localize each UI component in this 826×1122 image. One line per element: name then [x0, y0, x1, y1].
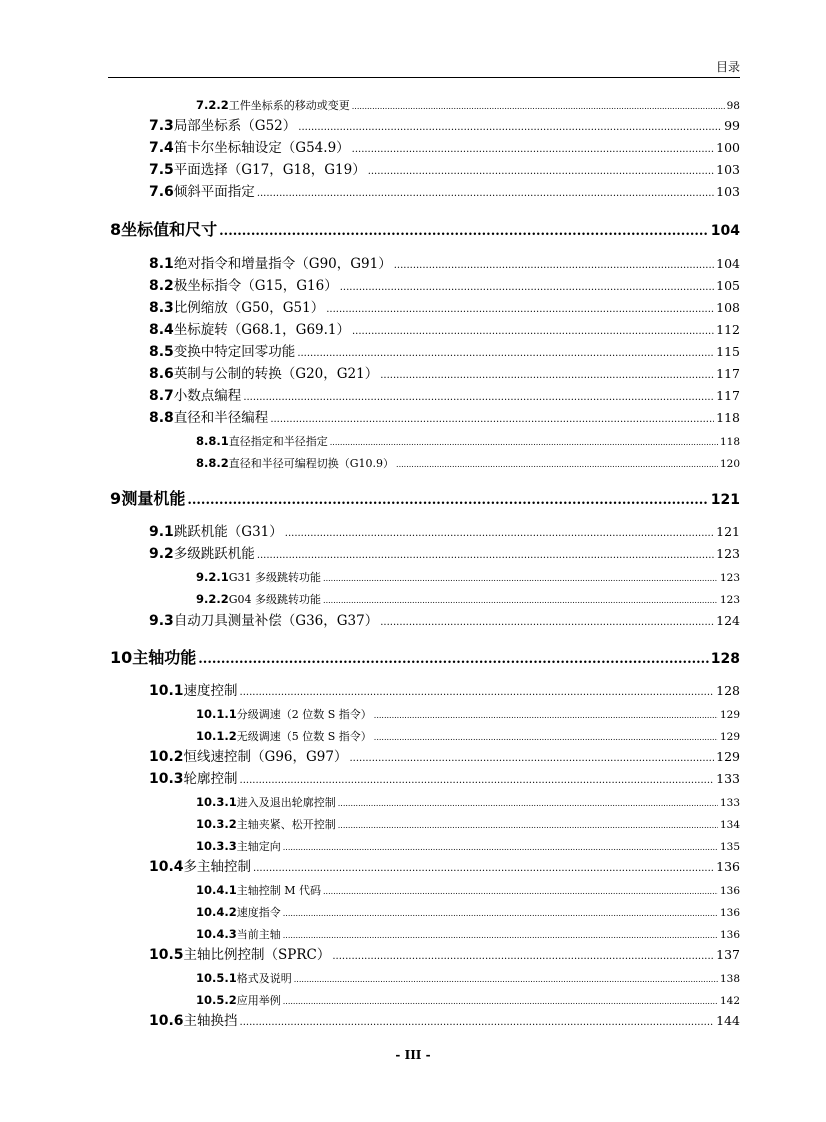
- toc-entry-number: 10.5.1: [196, 970, 237, 985]
- toc-entry-page: 104: [710, 223, 740, 239]
- toc-entry-page: 144: [716, 1012, 740, 1028]
- toc-entry[interactable]: [0, 434, 826, 450]
- toc-entry-page: 100: [716, 139, 740, 155]
- toc-leader-dots: [297, 345, 714, 363]
- toc-entry[interactable]: [0, 770, 826, 790]
- toc-entry-number: 9.2.1: [196, 569, 229, 584]
- toc-entry-number: 10.3.3: [196, 838, 237, 853]
- toc-entry-title: 小数点编程: [173, 387, 242, 404]
- toc-leader-dots: [332, 948, 714, 966]
- toc-entry-page: 136: [716, 858, 740, 874]
- toc-entry-page: 108: [716, 299, 740, 315]
- toc-entry-title: 倾斜平面指定: [173, 183, 255, 200]
- toc-entry-title: 主轴定向: [236, 839, 281, 853]
- toc-entry-number: 10.1: [149, 682, 184, 699]
- toc-entry-title: 变换中特定回零功能: [173, 343, 296, 360]
- toc-entry-page: 136: [719, 906, 740, 919]
- toc-leader-dots: [352, 141, 714, 159]
- toc-entry-page: 118: [719, 435, 740, 448]
- toc-entry-number: 10.4.3: [196, 926, 237, 941]
- toc-entry-page: 99: [724, 117, 740, 133]
- toc-leader-dots: [368, 163, 714, 181]
- toc-entry[interactable]: [0, 971, 826, 987]
- toc-entry[interactable]: [0, 795, 826, 811]
- toc-entry-page: 117: [716, 365, 740, 381]
- toc-entry[interactable]: [0, 545, 826, 565]
- toc-entry[interactable]: [0, 682, 826, 702]
- toc-entry[interactable]: [0, 299, 826, 319]
- toc-entry[interactable]: [0, 343, 826, 363]
- toc-entry-number: 9.2: [149, 545, 174, 562]
- toc-entry-page: 133: [719, 796, 740, 809]
- toc-entry-title: 直径和半径可编程切换（G10.9）: [228, 456, 395, 470]
- toc-entry[interactable]: [0, 817, 826, 833]
- toc-entry-number: 8.4: [149, 321, 174, 338]
- toc-entry-number: 7.6: [149, 183, 174, 200]
- toc-entry-number: 9.3: [149, 612, 174, 629]
- toc-entry[interactable]: [0, 456, 826, 472]
- toc-leader-dots: [243, 389, 714, 407]
- toc-leader-dots: [257, 185, 714, 203]
- toc-entry-number: 9: [110, 489, 122, 508]
- toc-entry-title: G04 多级跳转功能: [228, 592, 322, 606]
- toc-entry-number: 10.3: [149, 770, 184, 787]
- toc-entry-number: 10.4.1: [196, 882, 237, 897]
- toc-entry-number: 8: [110, 220, 122, 239]
- toc-entry[interactable]: [0, 387, 826, 407]
- toc-entry-page: 112: [716, 321, 740, 337]
- toc-entry[interactable]: [0, 117, 826, 137]
- toc-leader-dots: [380, 614, 714, 632]
- toc-entry-title: 局部坐标系（G52）: [173, 117, 297, 134]
- toc-entry-title: 绝对指令和增量指令（G90，G91）: [173, 255, 392, 272]
- toc-entry-page: 105: [716, 277, 740, 293]
- toc-entry[interactable]: [0, 183, 826, 203]
- toc-entry[interactable]: [0, 1012, 826, 1032]
- toc-entry-page: 115: [716, 343, 740, 359]
- toc-entry[interactable]: [0, 858, 826, 878]
- toc-entry-title: 主轴控制 M 代码: [236, 883, 322, 897]
- toc-entry-page: 123: [716, 545, 740, 561]
- toc-entry[interactable]: [0, 365, 826, 385]
- toc-entry-page: 123: [719, 571, 740, 584]
- toc-entry-page: 121: [710, 492, 740, 508]
- toc-entry-title: 直径指定和半径指定: [228, 434, 328, 448]
- toc-leader-dots: [253, 860, 714, 878]
- toc-entry-page: 136: [719, 928, 740, 941]
- toc-entry-page: 104: [716, 255, 740, 271]
- toc-entry[interactable]: [0, 220, 826, 242]
- toc-entry-number: 10.4.2: [196, 904, 237, 919]
- toc-entry-page: 103: [716, 183, 740, 199]
- toc-entry-title: 测量机能: [121, 489, 186, 508]
- toc-entry-title: 当前主轴: [236, 927, 281, 941]
- toc-entry-page: 117: [716, 387, 740, 403]
- toc-leader-dots: [198, 650, 708, 670]
- toc-entry-page: 129: [719, 708, 740, 721]
- toc-leader-dots: [323, 885, 718, 899]
- toc-leader-dots: [240, 772, 715, 790]
- toc-entry[interactable]: [0, 946, 826, 966]
- toc-entry-number: 8.1: [149, 255, 174, 272]
- toc-entry-page: 137: [716, 946, 740, 962]
- toc-entry-title: 恒线速控制（G96，G97）: [183, 748, 348, 765]
- page-number: - III -: [395, 1048, 431, 1062]
- toc-entry-page: 128: [710, 651, 740, 667]
- toc-entry-number: 9.1: [149, 523, 174, 540]
- toc-entry-title: 工件坐标系的移动或变更: [228, 98, 350, 112]
- toc-entry-title: 进入及退出轮廓控制: [236, 795, 336, 809]
- toc-entry-number: 7.2.2: [196, 97, 229, 112]
- toc-entry-page: 136: [719, 884, 740, 897]
- toc-entry-number: 8.6: [149, 365, 174, 382]
- toc-entry[interactable]: [0, 729, 826, 745]
- toc-leader-dots: [283, 995, 718, 1009]
- toc-leader-dots: [352, 323, 714, 341]
- toc-entry[interactable]: [0, 161, 826, 181]
- toc-leader-dots: [283, 907, 718, 921]
- toc-entry-title: 比例缩放（G50，G51）: [173, 299, 325, 316]
- toc-entry-title: 自动刀具测量补偿（G36，G37）: [173, 612, 379, 629]
- toc-entry[interactable]: [0, 993, 826, 1009]
- toc-entry-page: 134: [719, 818, 740, 831]
- toc-entry-page: 118: [716, 409, 740, 425]
- toc-entry-page: 121: [716, 523, 740, 539]
- toc-entry[interactable]: [0, 409, 826, 429]
- toc-entry-title: 速度指令: [236, 905, 281, 919]
- toc-entry[interactable]: [0, 98, 826, 114]
- toc-entry-page: 129: [716, 748, 740, 764]
- toc-leader-dots: [374, 731, 718, 745]
- toc-entry-title: 速度控制: [183, 682, 238, 699]
- toc-entry-title: 主轴夹紧、松开控制: [236, 817, 336, 831]
- toc-entry-title: G31 多级跳转功能: [228, 570, 322, 584]
- toc-entry-page: 133: [716, 770, 740, 786]
- toc-leader-dots: [338, 819, 718, 833]
- toc-leader-dots: [283, 929, 718, 943]
- toc-entry-number: 9.2.2: [196, 591, 229, 606]
- toc-entry-title: 坐标值和尺寸: [121, 220, 218, 239]
- toc-entry-number: 10.5.2: [196, 992, 237, 1007]
- toc-entry-page: 129: [719, 730, 740, 743]
- toc-entry[interactable]: [0, 612, 826, 632]
- toc-entry[interactable]: [0, 321, 826, 341]
- toc-entry-title: 主轴比例控制（SPRC）: [183, 946, 331, 963]
- toc-leader-dots: [380, 367, 714, 385]
- toc-entry-number: 7.4: [149, 139, 174, 156]
- toc-leader-dots: [323, 594, 718, 608]
- toc-entry-number: 10.4: [149, 858, 184, 875]
- toc-entry-title: 多主轴控制: [183, 858, 252, 875]
- toc-entry-page: 124: [716, 612, 740, 628]
- toc-entry-number: 8.2: [149, 277, 174, 294]
- toc-entry-page: 142: [719, 994, 740, 1007]
- toc-entry-title: 主轴功能: [132, 648, 197, 667]
- toc-leader-dots: [283, 841, 718, 855]
- toc-entry[interactable]: [0, 277, 826, 297]
- toc-leader-dots: [294, 973, 718, 987]
- toc-leader-dots: [394, 257, 714, 275]
- toc-entry-number: 10: [110, 648, 133, 667]
- toc-entry-number: 10.3.2: [196, 816, 237, 831]
- toc-entry[interactable]: [0, 570, 826, 586]
- toc-entry-number: 8.8.2: [196, 455, 229, 470]
- toc-entry-page: 128: [716, 682, 740, 698]
- toc-leader-dots: [326, 301, 714, 319]
- toc-leader-dots: [340, 279, 714, 297]
- toc-entry-title: 直径和半径编程: [173, 409, 269, 426]
- toc-entry-page: 120: [719, 457, 740, 470]
- toc-entry-title: 英制与公制的转换（G20，G21）: [173, 365, 379, 382]
- toc-entry-number: 10.1.2: [196, 728, 237, 743]
- toc-entry[interactable]: [0, 139, 826, 159]
- toc-entry-title: 平面选择（G17，G18，G19）: [173, 161, 366, 178]
- toc-leader-dots: [219, 222, 709, 242]
- toc-entry[interactable]: [0, 883, 826, 899]
- toc-entry-title: 格式及说明: [236, 971, 292, 985]
- header-title: 目录: [715, 60, 740, 74]
- toc-entry[interactable]: [0, 748, 826, 768]
- toc-entry-page: 103: [716, 161, 740, 177]
- toc-leader-dots: [396, 458, 718, 472]
- toc-leader-dots: [270, 411, 714, 429]
- toc-leader-dots: [240, 1014, 715, 1032]
- toc-entry-page: 98: [726, 99, 740, 112]
- toc-entry-title: 应用举例: [236, 993, 281, 1007]
- toc-entry-number: 8.3: [149, 299, 174, 316]
- toc-entry-number: 10.1.1: [196, 706, 237, 721]
- toc-leader-dots: [187, 491, 708, 511]
- toc-entry-number: 10.6: [149, 1012, 184, 1029]
- toc-entry[interactable]: [0, 255, 826, 275]
- toc-entry[interactable]: [0, 839, 826, 855]
- toc-leader-dots: [338, 797, 718, 811]
- toc-leader-dots: [240, 684, 715, 702]
- toc-entry-number: 7.3: [149, 117, 174, 134]
- toc-entry-number: 10.2: [149, 748, 184, 765]
- toc-entry-title: 多级跳跃机能: [173, 545, 255, 562]
- toc-entry-title: 笛卡尔坐标轴设定（G54.9）: [173, 139, 350, 156]
- toc-leader-dots: [285, 525, 714, 543]
- toc-leader-dots: [374, 709, 718, 723]
- toc-leader-dots: [349, 750, 714, 768]
- toc-leader-dots: [257, 547, 714, 565]
- toc-entry-title: 极坐标指令（G15，G16）: [173, 277, 338, 294]
- toc-entry[interactable]: [0, 489, 826, 511]
- toc-leader-dots: [323, 572, 718, 586]
- toc-entry[interactable]: [0, 707, 826, 723]
- toc-entry-title: 轮廓控制: [183, 770, 238, 787]
- toc-entry[interactable]: [0, 592, 826, 608]
- toc-entry[interactable]: [0, 927, 826, 943]
- toc-entry-title: 坐标旋转（G68.1，G69.1）: [173, 321, 350, 338]
- toc-entry-page: 138: [719, 972, 740, 985]
- toc-entry-title: 无级调速（5 位数 S 指令）: [236, 729, 372, 743]
- toc-entry[interactable]: [0, 648, 826, 670]
- toc-entry-title: 主轴换挡: [183, 1012, 238, 1029]
- toc-entry-number: 8.8.1: [196, 433, 229, 448]
- toc-entry-number: 8.5: [149, 343, 174, 360]
- toc-leader-dots: [352, 100, 725, 114]
- toc-leader-dots: [298, 119, 722, 137]
- toc-leader-dots: [330, 436, 718, 450]
- toc-entry-title: 跳跃机能（G31）: [173, 523, 283, 540]
- toc-entry-number: 10.3.1: [196, 794, 237, 809]
- toc-entry-number: 10.5: [149, 946, 184, 963]
- toc-entry-number: 7.5: [149, 161, 174, 178]
- toc-entry[interactable]: [0, 523, 826, 543]
- toc-entry-page: 123: [719, 593, 740, 606]
- toc-entry-number: 8.7: [149, 387, 174, 404]
- toc-entry-page: 135: [719, 840, 740, 853]
- toc-entry-number: 8.8: [149, 409, 174, 426]
- toc-entry[interactable]: [0, 905, 826, 921]
- toc-entry-title: 分级调速（2 位数 S 指令）: [236, 707, 372, 721]
